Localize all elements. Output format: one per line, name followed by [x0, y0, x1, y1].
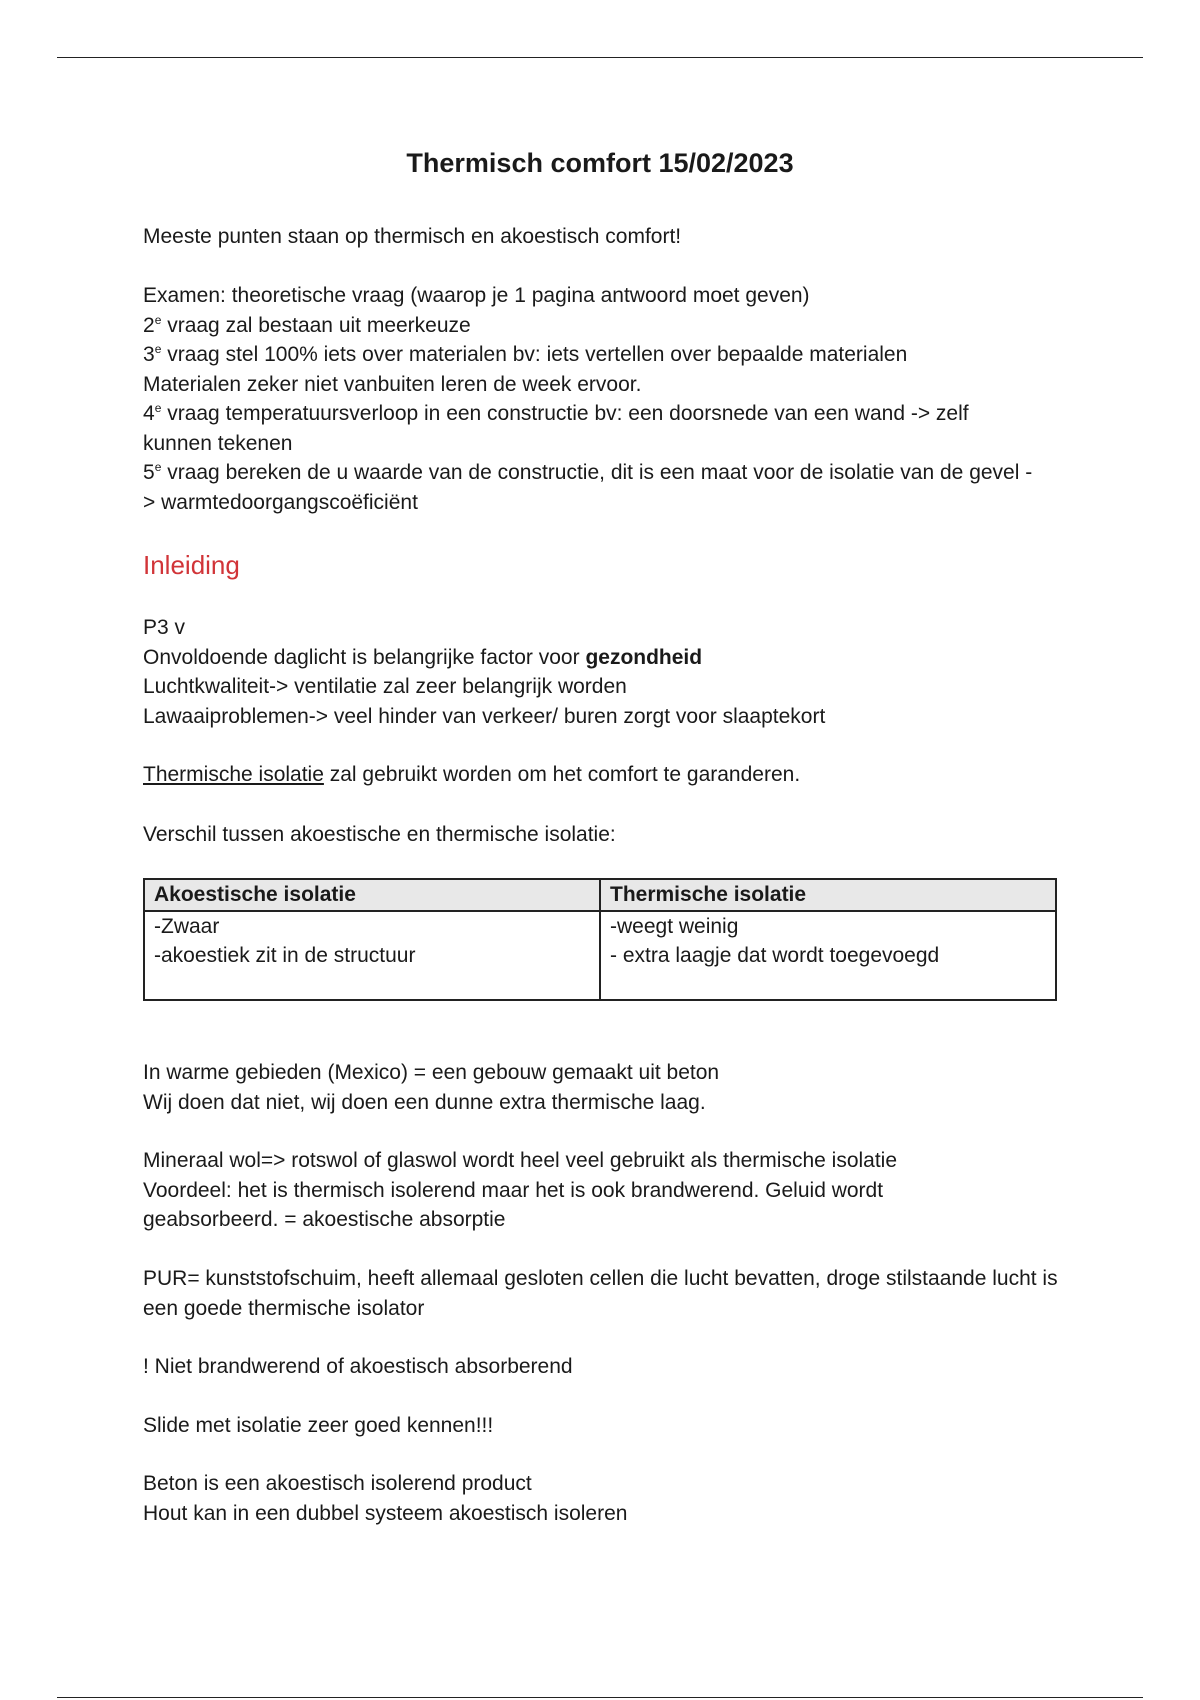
thermische-paragraph: Thermische isolatie zal gebruikt worden om het comfort te garanderen. [143, 763, 801, 786]
table-header-thermisch: Thermische isolatie [600, 879, 1056, 911]
inleiding-line-2: Onvoldoende daglicht is belangrijke factor voor gezondheid [143, 645, 703, 669]
intro-paragraph [143, 222, 1063, 252]
slide-paragraph: Slide met isolatie zeer goed kennen!!! [143, 1414, 494, 1437]
exam-question-3-note: Materialen zeker niet vanbuiten leren de week ervoor. [143, 372, 642, 396]
exam-question-3: 3e vraag stel 100% iets over materialen bv: iets vertellen over bepaalde materialen [143, 342, 908, 366]
verschil-paragraph: Verschil tussen akoestische en thermische isolatie: [143, 823, 616, 846]
exam-question-4: 4e vraag temperatuursverloop in een constructie bv: een doorsnede van een wand -> zelf kunnen tekenen [143, 401, 969, 455]
inleiding-line-1: P3 v [143, 616, 186, 639]
mineraal-wol-paragraph: Mineraal wol=> rotswol of glaswol wordt heel veel gebruikt als thermische isolatie Voordeel: het is thermisch isolerend maar het is ook brandwerend. Geluid wordt geabsorbeerd. = akoestische absorptie [143, 1149, 898, 1231]
exam-line-1: Examen: theoretische vraag (waarop je 1 pagina antwoord moet geven) [143, 284, 810, 307]
thermische-isolatie-term: Thermische isolatie [143, 763, 324, 786]
beton-paragraph: Beton is een akoestisch isolerend product Hout kan in een dubbel systeem akoestisch isoleren [143, 1472, 628, 1525]
exam-question-5: 5e vraag bereken de u waarde van de constructie, dit is een maat voor de isolatie van de gevel -> warmtedoorgangscoëficiënt [143, 460, 1033, 514]
bottom-rule [57, 1697, 1143, 1698]
exam-question-2: 2e vraag zal bestaan uit meerkeuze [143, 312, 471, 337]
inleiding-section [143, 613, 1063, 731]
table-header-akoestisch: Akoestische isolatie [144, 879, 600, 911]
niet-brandwerend-paragraph: ! Niet brandwerend of akoestisch absorberend [143, 1355, 573, 1378]
exam-section [143, 281, 1043, 517]
intro-text: Meeste punten staan op thermisch en akoestisch comfort! [143, 225, 682, 248]
table-cell-thermisch: -weegt weinig - extra laagje dat wordt toegevoegd [600, 911, 1056, 1000]
warm-gebieden-paragraph: In warme gebieden (Mexico) = een gebouw gemaakt uit beton Wij doen dat niet, wij doen een dunne extra thermische laag. [143, 1061, 720, 1114]
table-row [144, 911, 1056, 1000]
heading-inleiding: Inleiding [143, 550, 240, 580]
inleiding-line-4: Lawaaiproblemen-> veel hinder van verkeer/ buren zorgt voor slaaptekort [143, 704, 826, 728]
table-cell-akoestisch: -Zwaar -akoestiek zit in de structuur [144, 911, 600, 1000]
comparison-table [143, 878, 1057, 1001]
inleiding-line-3: Luchtkwaliteit-> ventilatie zal zeer belangrijk worden [143, 675, 627, 698]
page-title: Thermisch comfort 15/02/2023 [406, 148, 794, 178]
top-rule [57, 57, 1143, 58]
pur-paragraph: PUR= kunststofschuim, heeft allemaal gesloten cellen die lucht bevatten, droge stilstaande lucht is een goede thermische isolator [143, 1267, 1058, 1320]
table-header-row [144, 879, 1056, 911]
